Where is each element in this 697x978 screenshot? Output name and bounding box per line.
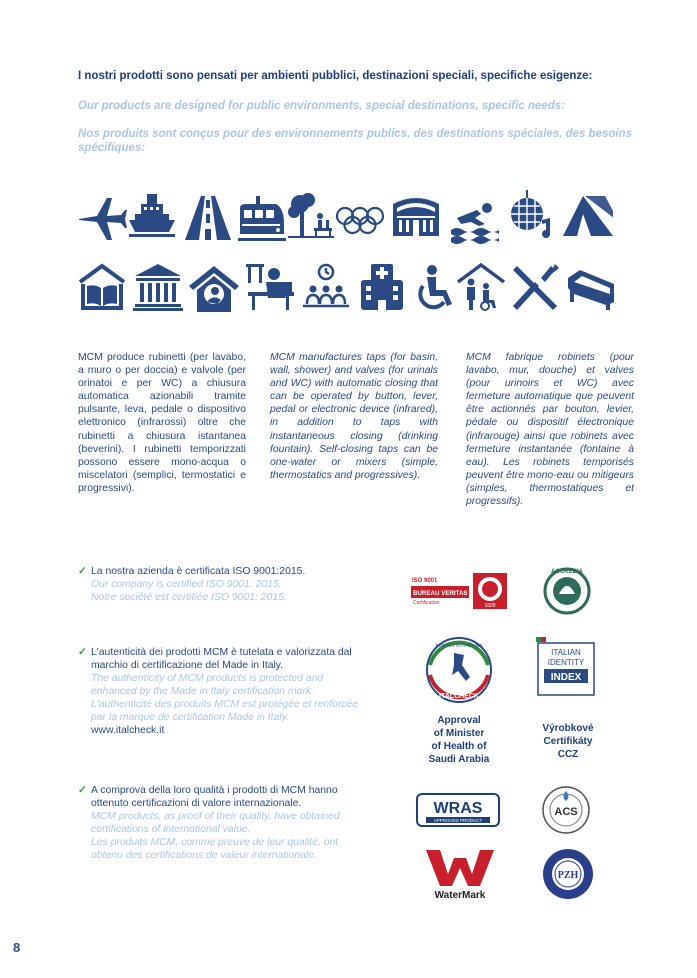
restaurant-icon bbox=[511, 262, 561, 312]
swimmer-icon bbox=[449, 196, 499, 246]
checkmark-icon: ✓ bbox=[78, 785, 87, 796]
museum-icon bbox=[133, 262, 183, 312]
cert-italy-italian: L'autenticità dei prodotti MCM è tutelata e valorizzata dal marchio di certificazione del Made in Italy. bbox=[91, 647, 352, 671]
italian-identity-index-logo bbox=[534, 635, 600, 701]
description-italian: MCM produce rubinetti (per lavabo, a muro o per doccia) e valvole (per orinatoi e per WC) a chiusura automatica azionabili tramite pulsante, leva, pedale o dispositivo elettronico (infrarossi) oltre che rubinetti a chiusura istantanea (beverini). I rubinetti temporizzati possono essere mono-acqua o miscelatori (semplici, termostatici e progressivi). bbox=[78, 352, 246, 494]
iid-line3: INDEX bbox=[550, 672, 582, 683]
kindergarten-icon bbox=[189, 264, 239, 314]
cert-italy-english: The authenticity of MCM products is protected and enhanced by the Made in Italy certification mark. bbox=[91, 673, 324, 697]
header-italian: I nostri prodotti sono pensati per ambienti pubblici, destinazioni speciali, specifiche esigenze: bbox=[78, 70, 593, 82]
acs-text: ACS bbox=[554, 806, 578, 818]
saudi-approval-caption: Approval of Minister of Health of Saudi Arabia bbox=[428, 715, 490, 765]
disco-ball-icon bbox=[506, 190, 556, 240]
bureau-veritas-logo bbox=[409, 571, 509, 611]
italcheck-link[interactable]: www.italcheck.it bbox=[91, 725, 165, 736]
hospital-icon bbox=[357, 262, 407, 312]
assisted-living-icon bbox=[456, 262, 506, 312]
accredia-logo bbox=[543, 564, 591, 618]
cert-block-made-in-italy bbox=[78, 646, 368, 737]
train-icon bbox=[236, 194, 286, 244]
header-french: Nos produits sont conçus pour des environnements publics, des destinations spéciales, des besoins spécifiques: bbox=[78, 128, 633, 154]
italcheck-arc-text: PRODOTTO ITALIANO bbox=[435, 643, 483, 648]
cert-block-international bbox=[78, 784, 370, 862]
checkmark-icon: ✓ bbox=[78, 647, 87, 658]
wheelchair-icon bbox=[410, 264, 460, 314]
ship-icon bbox=[127, 190, 177, 240]
cert-iso-english: Our company is certified ISO 9001: 2015. bbox=[91, 579, 282, 590]
park-icon bbox=[286, 190, 336, 240]
checkmark-icon: ✓ bbox=[78, 566, 87, 577]
page-number: 8 bbox=[13, 940, 21, 955]
pzh-logo bbox=[541, 847, 595, 901]
airplane-icon bbox=[77, 192, 127, 242]
bv-year-text: 1828 bbox=[484, 603, 496, 609]
iid-line1: ITALIAN bbox=[551, 648, 581, 657]
book-icon bbox=[77, 262, 127, 312]
office-worker-icon bbox=[244, 262, 294, 312]
cert-block-iso bbox=[78, 565, 378, 604]
ccz-caption: Výrobkové Certifikáty CCZ bbox=[542, 723, 594, 760]
watermark-logo bbox=[424, 848, 496, 900]
cert-italy-french: L'authenticité des produits MCM est protégée et renforcée par la marque de certification Made in Italy. bbox=[91, 699, 359, 723]
stadium-icon bbox=[391, 190, 441, 240]
wras-logo bbox=[416, 793, 500, 827]
tent-icon bbox=[563, 192, 613, 242]
wras-sub-text: APPROVED PRODUCT bbox=[433, 818, 483, 823]
acs-logo bbox=[541, 785, 591, 835]
highway-icon bbox=[183, 192, 233, 242]
bv-name-text: BUREAU VERITAS bbox=[413, 590, 468, 597]
hotel-bed-icon bbox=[566, 264, 616, 314]
cert-intl-italian: A comprova della loro qualità i prodotti di MCM hanno ottenuto certificazioni di valore internazionale. bbox=[91, 785, 338, 809]
wras-text: WRAS bbox=[433, 800, 483, 817]
bv-sub-text: Certification bbox=[413, 600, 440, 606]
watermark-text: WaterMark bbox=[434, 890, 486, 900]
description-english: MCM manufactures taps (for basin, wall, shower) and valves (for urinals and WC) with automatic closing that can be operated by button, lever, pedal or electronic device (infrared), in addition to taps with instantaneous closing (drinking fountain). Self-closing taps can be one-water or mixers (simple, thermostatics and progressives). bbox=[270, 352, 438, 481]
accredia-text: ACCREDIA bbox=[551, 569, 583, 575]
pzh-text: PZH bbox=[557, 870, 579, 881]
cert-intl-english: MCM products, as proof of their quality, have obtained certifications of international value. bbox=[91, 811, 340, 835]
cert-intl-french: Les produits MCM, comme preuve de leur qualité, ont obtenu des certifications de valeur internationale. bbox=[91, 837, 339, 861]
italcheck-text: ITALCHECK bbox=[439, 693, 479, 700]
olympic-rings-icon bbox=[335, 196, 385, 246]
cert-iso-french: Notre société est certifiée ISO 9001: 2015. bbox=[91, 592, 287, 603]
description-french: MCM fabrique robinets (pour lavabo, mur, douche) et valves (pour urinoirs et WC) avec fermeture automatique que peuvent être actionnés par bouton, levier, pédale ou dispositif électronique (infrarouge) ainsi que robinets avec fermeture instantanée (fontaine à eau). Les robinets temporisés peuvent être mono-eau ou mitigeurs (simples, thermostatiques et progressifs). bbox=[466, 352, 634, 508]
header-english: Our products are designed for public environments, special destinations, specific needs: bbox=[78, 100, 565, 112]
iid-line2: IDENTITY bbox=[547, 658, 585, 667]
bv-iso-text: ISO 9001 bbox=[412, 578, 438, 584]
waiting-room-icon bbox=[301, 262, 351, 312]
cert-iso-italian: La nostra azienda è certificata ISO 9001:2015. bbox=[91, 566, 306, 577]
italcheck-logo bbox=[424, 635, 494, 705]
